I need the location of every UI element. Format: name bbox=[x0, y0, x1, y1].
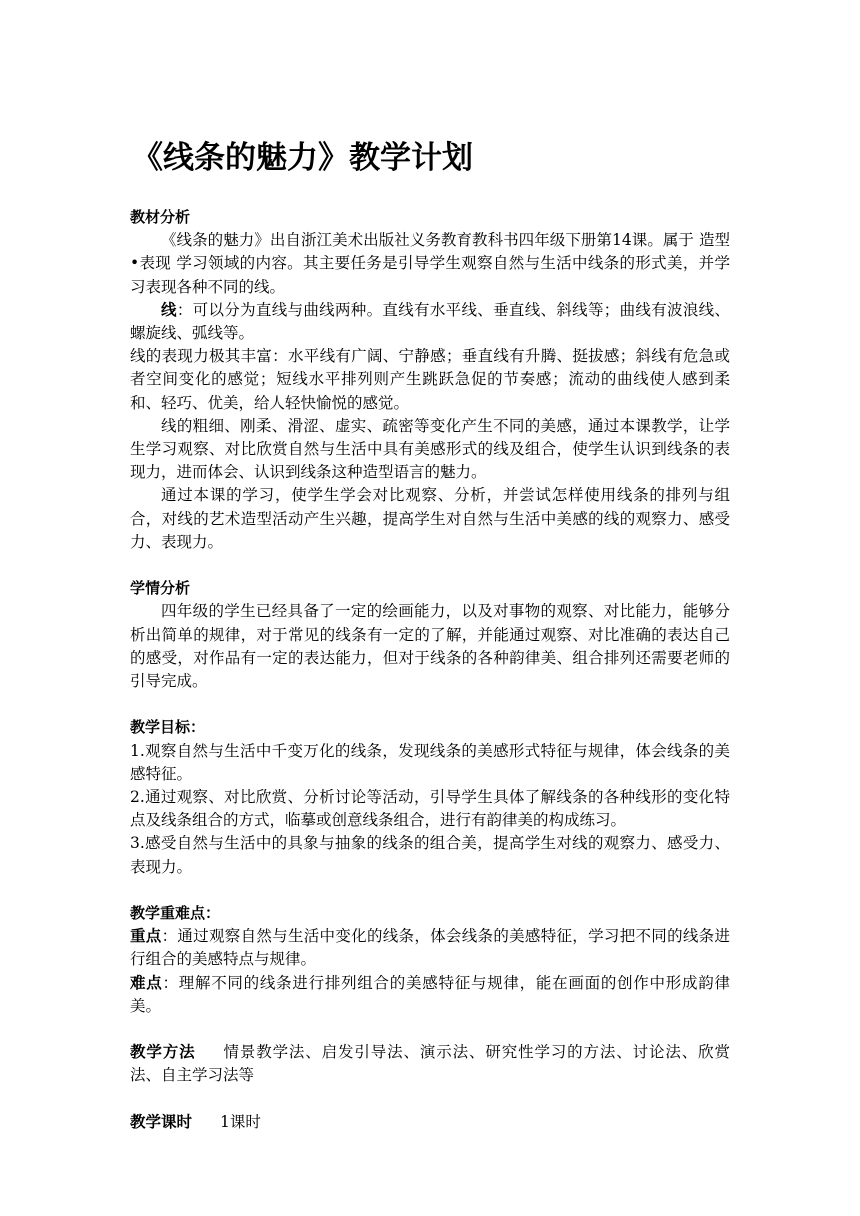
student-analysis-section bbox=[130, 577, 730, 693]
line-term: 线 bbox=[161, 300, 177, 319]
hours-paragraph bbox=[130, 1111, 730, 1134]
line-definition: ：可以分为直线与曲线两种。直线有水平线、垂直线、斜线等；曲线有波浪线、螺旋线、弧线等。 bbox=[130, 300, 730, 343]
hours-heading: 教学课时 bbox=[130, 1112, 193, 1131]
objective-item-3: 3.感受自然与生活中的具象与抽象的线条的组合美，提高学生对线的观察力、感受力、表现力。 bbox=[130, 834, 730, 876]
spacer bbox=[130, 1088, 730, 1111]
textbook-analysis-paragraph-1: 《线条的魅力》出自浙江美术出版社义务教育教科书四年级下册第14课。属于 造型•表现 学习领域的内容。其主要任务是引导学生观察自然与生活中线条的形式美，并学习表现各种不同的线。 bbox=[130, 231, 730, 296]
textbook-analysis-paragraph-4: 线的粗细、刚柔、滑涩、虚实、疏密等变化产生不同的美感，通过本课教学，让学生学习观察、对比欣赏自然与生活中具有美感形式的线及组合，使学生认识到线条的表现力，进而体会、认识到线条这种造型语言的魅力。 bbox=[130, 416, 730, 482]
focus-paragraph bbox=[130, 925, 730, 971]
methods-section bbox=[130, 1041, 730, 1087]
methods-paragraph bbox=[130, 1041, 730, 1087]
focus-label: 重点 bbox=[130, 927, 162, 946]
methods-text: 情景教学法、启发引导法、演示法、研究性学习的方法、讨论法、欣赏法、自主学习法等 bbox=[130, 1043, 730, 1085]
student-analysis-heading: 学情分析 bbox=[130, 579, 191, 598]
textbook-analysis-heading: 教材分析 bbox=[130, 208, 191, 226]
key-points-heading: 教学重难点： bbox=[130, 904, 221, 923]
textbook-analysis-section bbox=[130, 206, 730, 554]
focus-text: ：通过观察自然与生活中变化的线条，体会线条的美感特征，学习把不同的线条进行组合的美感特点与规律。 bbox=[130, 927, 730, 969]
textbook-analysis-paragraph-5: 通过本课的学习，使学生学会对比观察、分析，并尝试怎样使用线条的排列与组合，对线的艺术造型活动产生兴趣，提高学生对自然与生活中美感的线的观察力、感受力、表现力。 bbox=[130, 486, 730, 551]
objective-item-2: 2.通过观察、对比欣赏、分析讨论等活动，引导学生具体了解线条的各种线形的变化特点及线条组合的方式，临摹或创意线条组合，进行有韵律美的构成练习。 bbox=[130, 788, 730, 830]
difficulty-text: ：理解不同的线条进行排列组合的美感特征与规律，能在画面的创作中形成韵律美。 bbox=[130, 973, 730, 1015]
spacer bbox=[130, 554, 730, 577]
objectives-section bbox=[130, 716, 730, 878]
objective-item-1: 1.观察自然与生活中千变万化的线条，发现线条的美感形式特征与规律，体会线条的美感特征。 bbox=[130, 741, 730, 783]
page-title: 《线条的魅力》教学计划 bbox=[132, 140, 473, 176]
student-analysis-paragraph: 四年级的学生已经具备了一定的绘画能力，以及对事物的观察、对比能力，能够分析出简单的规律，对于常见的线条有一定的了解，并能通过观察、对比准确的表达自己的感受，对作品有一定的表达能力，但对于线条的各种韵律美、组合排列还需要老师的引导完成。 bbox=[130, 602, 730, 691]
hours-text: 1课时 bbox=[220, 1112, 261, 1131]
key-points-section bbox=[130, 902, 730, 1018]
difficulty-paragraph bbox=[130, 972, 730, 1018]
hours-section bbox=[130, 1111, 730, 1134]
difficulty-label: 难点 bbox=[130, 973, 163, 992]
textbook-analysis-paragraph-3: 线的表现力极其丰富：水平线有广阔、宁静感；垂直线有升腾、挺拔感；斜线有危急或者空间变化的感觉；短线水平排列则产生跳跃急促的节奏感；流动的曲线使人感到柔和、轻巧、优美，给人轻快愉悦的感觉。 bbox=[130, 347, 730, 412]
spacer bbox=[130, 693, 730, 716]
spacer bbox=[130, 879, 730, 902]
spacer bbox=[130, 1018, 730, 1041]
methods-heading: 教学方法 bbox=[130, 1043, 196, 1062]
textbook-analysis-paragraph-2 bbox=[130, 299, 730, 345]
objectives-heading: 教学目标： bbox=[130, 718, 206, 737]
document-body bbox=[130, 206, 730, 1134]
